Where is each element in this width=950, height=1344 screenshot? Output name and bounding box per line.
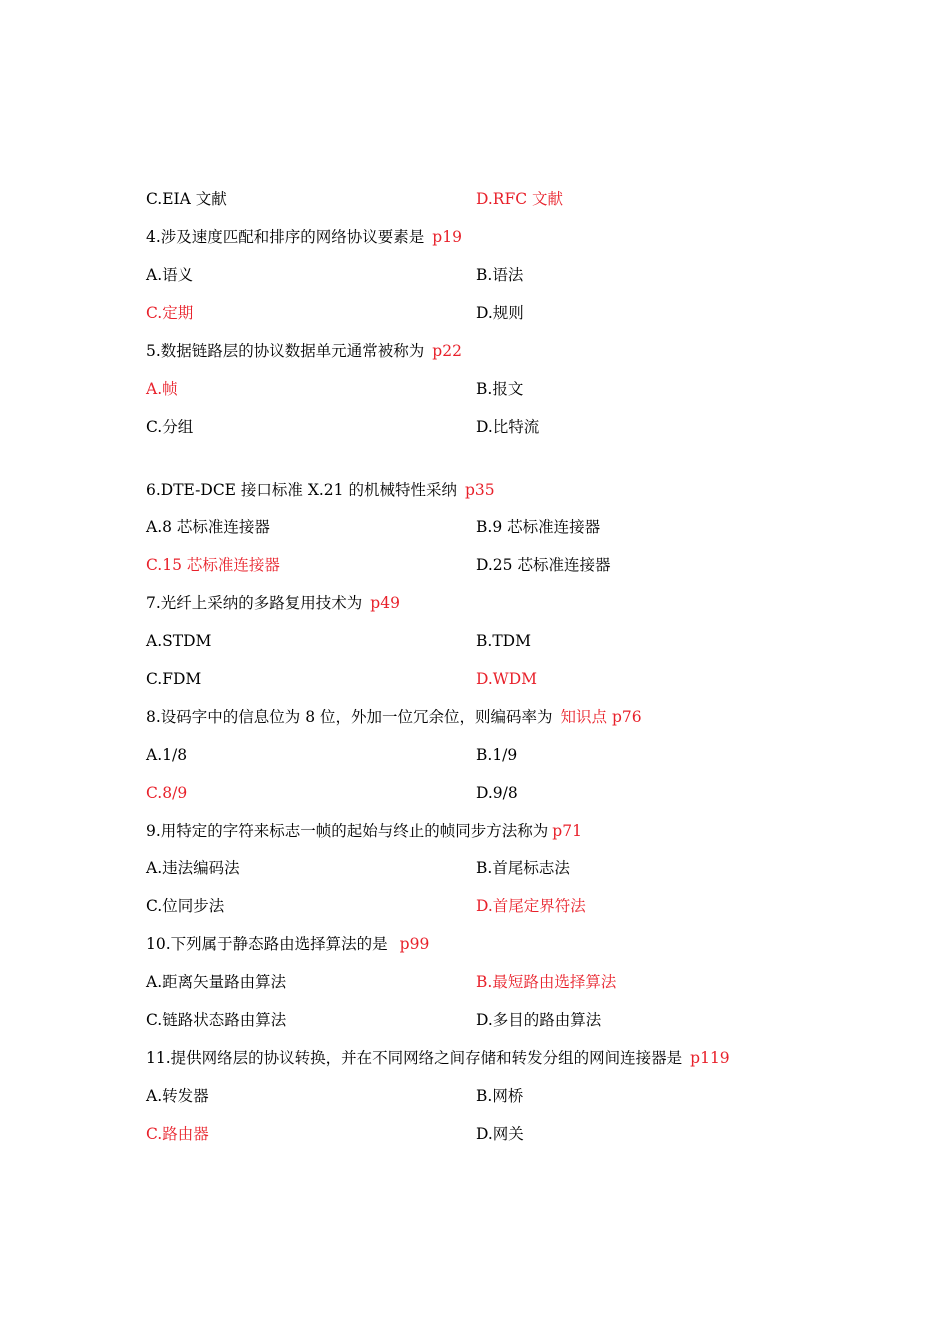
- q9-page-ref: p71: [552, 822, 582, 840]
- q6-option-d: D.25 芯标准连接器: [476, 556, 611, 574]
- q6-option-a: A.8 芯标准连接器: [146, 518, 270, 536]
- q5-options-row-ab: [146, 377, 846, 401]
- q10-options-row-ab: [146, 970, 846, 994]
- q11-page-ref: p119: [690, 1049, 730, 1067]
- q7-option-d-answer: D.WDM: [476, 670, 538, 688]
- q3-option-d-answer: D.RFC 文献: [476, 190, 564, 208]
- q6-options-row-ab: [146, 515, 846, 539]
- q6-option-b: B.9 芯标准连接器: [476, 518, 601, 536]
- q10-stem: [146, 932, 846, 956]
- q4-stem: [146, 225, 846, 249]
- q10-option-c: C.链路状态路由算法: [146, 1011, 287, 1029]
- q9-option-c: C.位同步法: [146, 897, 225, 915]
- q7-option-c: C.FDM: [146, 670, 202, 688]
- q8-option-d: D.9/8: [476, 784, 518, 802]
- q7-options-row-cd: [146, 667, 846, 691]
- q8-option-a: A.1/8: [146, 746, 188, 764]
- q4-option-a: A.语义: [146, 266, 194, 284]
- q10-question-text: 10.下列属于静态路由选择算法的是: [146, 935, 388, 953]
- q6-stem: [146, 478, 846, 502]
- q4-options-row-ab: [146, 263, 846, 287]
- q4-page-ref: p19: [432, 228, 462, 246]
- q11-options-row-cd: [146, 1122, 846, 1146]
- q4-options-row-cd: [146, 301, 846, 325]
- q8-option-b: B.1/9: [476, 746, 518, 764]
- q5-page-ref: p22: [432, 342, 462, 360]
- q8-option-c-answer: C.8/9: [146, 784, 188, 802]
- q8-stem: [146, 705, 846, 729]
- q10-option-b-answer: B.最短路由选择算法: [476, 973, 617, 991]
- q8-page-ref: 知识点 p76: [560, 708, 642, 726]
- q5-question-text: 5.数据链路层的协议数据单元通常被称为: [146, 342, 425, 360]
- q11-options-row-ab: [146, 1084, 846, 1108]
- q8-question-text: 8.设码字中的信息位为 8 位，外加一位冗余位，则编码率为: [146, 708, 553, 726]
- q4-question-text: 4.涉及速度匹配和排序的网络协议要素是: [146, 228, 425, 246]
- q7-option-a: A.STDM: [146, 632, 212, 650]
- q6-page-ref: p35: [464, 481, 495, 499]
- q11-question-text: 11.提供网络层的协议转换，并在不同网络之间存储和转发分组的网间连接器是: [146, 1049, 683, 1067]
- q5-option-d: D.比特流: [476, 418, 540, 436]
- q8-options-row-ab: [146, 743, 846, 767]
- q6-option-c-answer: C.15 芯标准连接器: [146, 556, 280, 574]
- q9-option-a: A.违法编码法: [146, 859, 240, 877]
- q10-options-row-cd: [146, 1008, 846, 1032]
- q3-options-row-cd: [146, 187, 846, 211]
- q9-option-d-answer: D.首尾定界符法: [476, 897, 586, 915]
- q11-option-c-answer: C.路由器: [146, 1125, 209, 1143]
- q7-question-text: 7.光纤上采纳的多路复用技术为: [146, 594, 363, 612]
- q10-page-ref: p99: [399, 935, 430, 953]
- q5-option-a-answer: A.帧: [146, 380, 178, 398]
- q10-option-a: A.距离矢量路由算法: [146, 973, 287, 991]
- q5-options-row-cd: [146, 415, 846, 439]
- q7-stem: [146, 591, 846, 615]
- q3-option-c: C.EIA 文献: [146, 190, 227, 208]
- q9-option-b: B.首尾标志法: [476, 859, 570, 877]
- q9-options-row-ab: [146, 856, 846, 880]
- q4-option-b: B.语法: [476, 266, 524, 284]
- q9-stem: [146, 819, 846, 843]
- q11-option-d: D.网关: [476, 1125, 524, 1143]
- q11-option-b: B.网桥: [476, 1087, 524, 1105]
- q11-option-a: A.转发器: [146, 1087, 209, 1105]
- q7-page-ref: p49: [370, 594, 400, 612]
- q5-option-b: B.报文: [476, 380, 524, 398]
- q10-option-d: D.多目的路由算法: [476, 1011, 602, 1029]
- q8-options-row-cd: [146, 781, 846, 805]
- q9-options-row-cd: [146, 894, 846, 918]
- q11-stem: [146, 1046, 846, 1070]
- q6-question-text: 6.DTE-DCE 接口标准 X.21 的机械特性采纳: [146, 481, 457, 499]
- q4-option-c-answer: C.定期: [146, 304, 194, 322]
- q7-options-row-ab: [146, 629, 846, 653]
- q5-option-c: C.分组: [146, 418, 194, 436]
- q4-option-d: D.规则: [476, 304, 524, 322]
- q9-question-text: 9.用特定的字符来标志一帧的起始与终止的帧同步方法称为: [146, 822, 549, 840]
- q5-stem: [146, 339, 846, 363]
- q7-option-b: B.TDM: [476, 632, 531, 650]
- q6-options-row-cd: [146, 553, 846, 577]
